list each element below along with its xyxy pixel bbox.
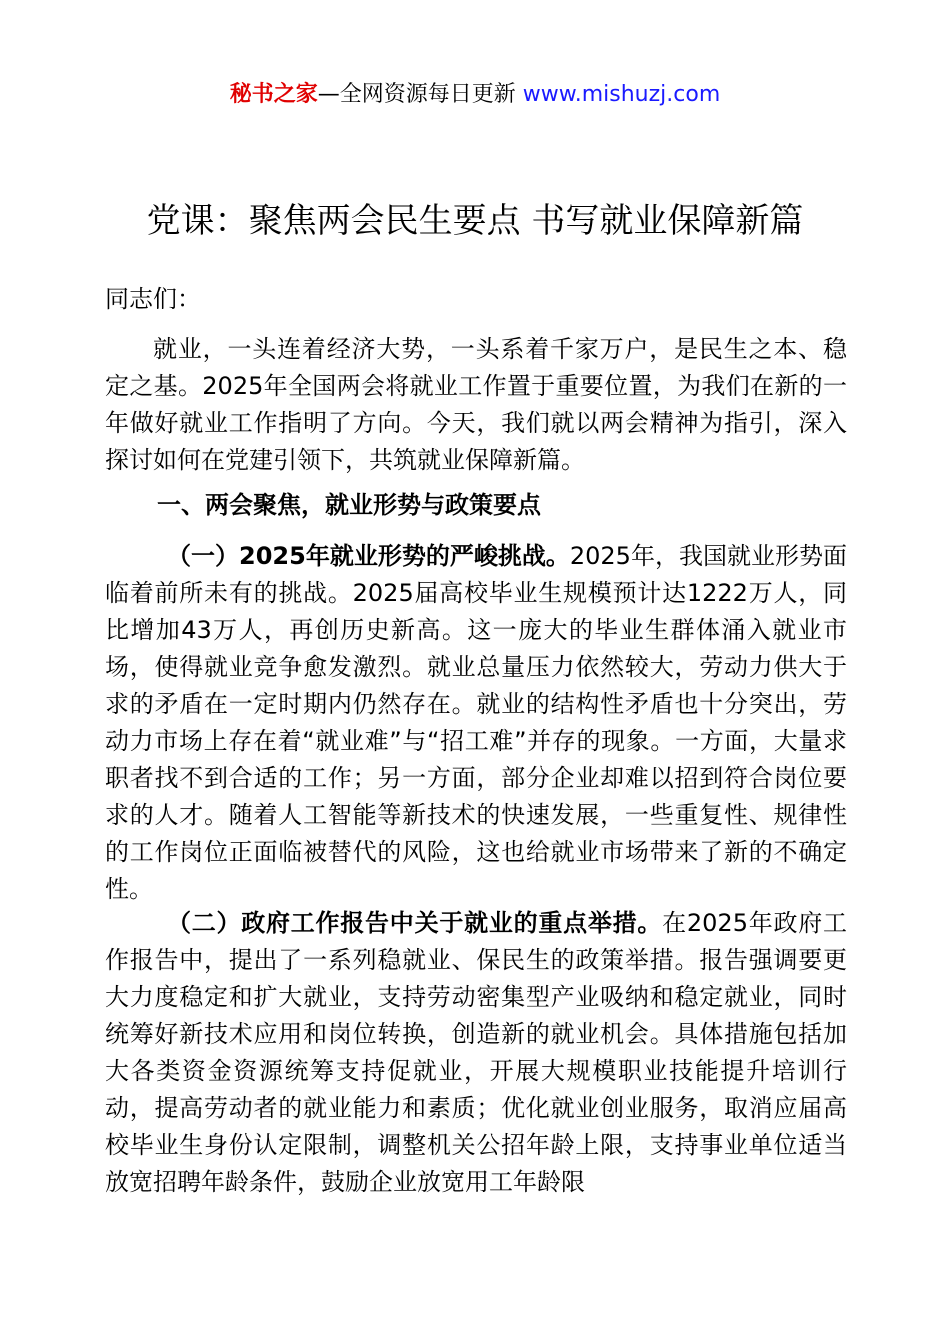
subsection-2-heading: （二）政府工作报告中关于就业的重点举措。 <box>167 909 663 937</box>
subsection-1-paragraph <box>105 538 847 908</box>
subsection-2-body: 在2025年政府工作报告中，提出了一系列稳就业、保民生的政策举措。报告强调要更大力度稳定和扩大就业，支持劳动密集型产业吸纳和稳定就业，同时统筹好新技术应用和岗位转换，创造新的就业机会。具体措施包括加大各类资金资源统筹支持促就业，开展大规模职业技能提升培训行动，提高劳动者的就业能力和素质；优化就业创业服务，取消应届高校毕业生身份认定限制，调整机关公招年龄上限，支持事业单位适当放宽招聘年龄条件，鼓励企业放宽用工年龄限 <box>105 909 848 1196</box>
site-header <box>0 78 950 112</box>
subsection-2-paragraph <box>105 905 847 1201</box>
brand-name: 秘书之家 <box>229 82 318 107</box>
header-tagline: —全网资源每日更新 <box>317 82 516 107</box>
intro-paragraph: 就业，一头连着经济大势，一头系着千家万户，是民生之本、稳定之基。2025年全国两会将就业工作置于重要位置，为我们在新的一年做好就业工作指明了方向。今天，我们就以两会精神为指引，深入探讨如何在党建引领下，共筑就业保障新篇。 <box>105 335 847 474</box>
site-url-link[interactable]: www.mishuzj.com <box>522 82 721 107</box>
salutation: 同志们： <box>105 285 201 313</box>
section-1-heading: 一、两会聚焦，就业形势与政策要点 <box>157 491 541 519</box>
subsection-1-heading: （一）2025年就业形势的严峻挑战。 <box>167 542 570 570</box>
subsection-1-body: 2025年，我国就业形势面临着前所未有的挑战。2025届高校毕业生规模预计达1222万人，同比增加43万人，再创历史新高。这一庞大的毕业生群体涌入就业市场，使得就业竞争愈发激烈。就业总量压力依然较大，劳动力供大于求的矛盾在一定时期内仍然存在。就业的结构性矛盾也十分突出，劳动力市场上存在着“就业难”与“招工难”并存的现象。一方面，大量求职者找不到合适的工作；另一方面，部分企业却难以招到符合岗位要求的人才。随着人工智能等新技术的快速发展，一些重复性、规律性的工作岗位正面临被替代的风险，这也给就业市场带来了新的不确定性。 <box>105 542 847 903</box>
document-title: 党课：聚焦两会民生要点 书写就业保障新篇 <box>146 201 804 241</box>
